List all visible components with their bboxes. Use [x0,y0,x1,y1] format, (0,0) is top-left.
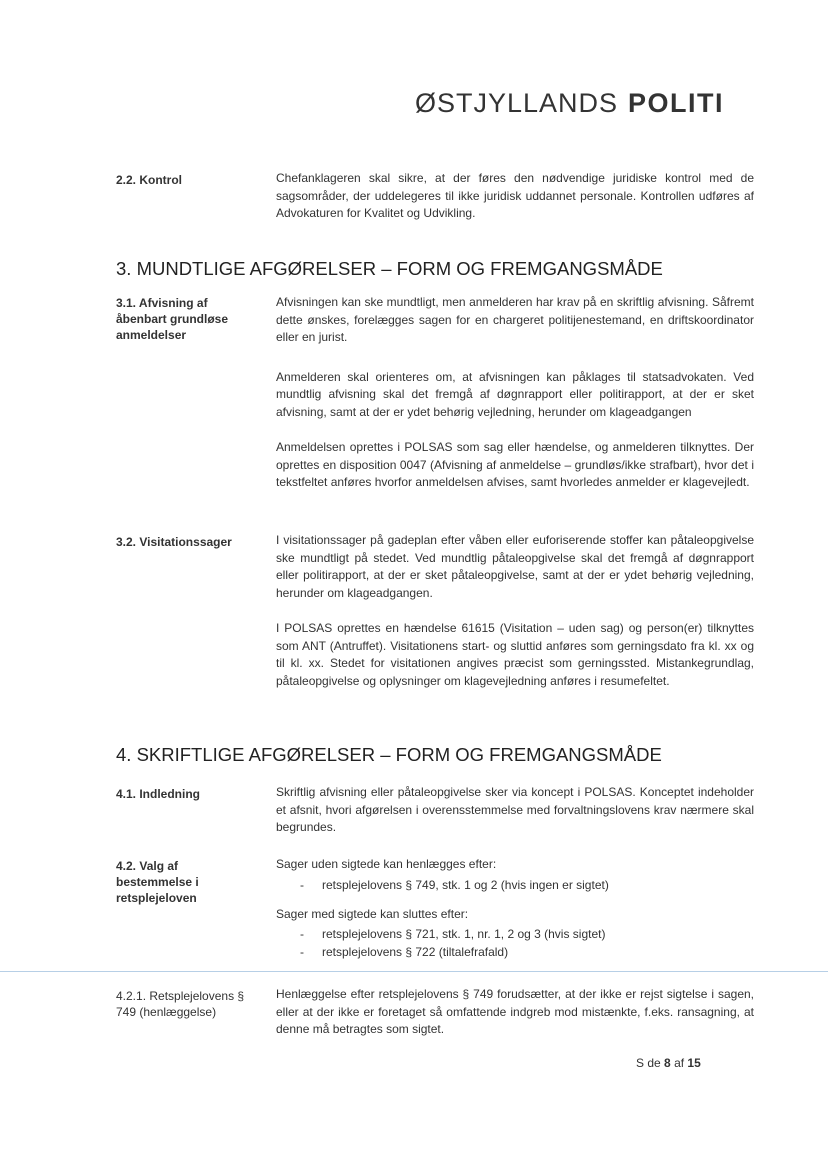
section-content [276,532,754,704]
page-prefix: S de [636,1056,661,1070]
paragraph: Henlæggelse efter retsplejelovens § 749 forudsætter, at der ikke er rejst sigtelse i sagen, eller at der ikke er foretaget så omfattende indgreb mod mistænkte, f.eks. ransagning, at denne må betragtes som sigtet. [276,987,754,1036]
section-label: 4.2.1. Retsplejelovens § 749 (henlæggelse) [116,989,245,1019]
page-total: 15 [687,1056,701,1070]
paragraph: Afvisningen kan ske mundtligt, men anmelderen har krav på en skriftlig afvisning. Såfremt dette ønskes, forelægges sagen for en chargeret politijenestemand, en driftskoordinator eller en jurist. [276,295,754,344]
paragraph: Anmeldelsen oprettes i POLSAS som sag eller hændelse, og anmelderen tilknyttes. Der oprettes en disposition 0047 (Afvisning af anmeldelse – grundløs/ikke strafbart), hvor det i tekstfeltet anføres hvorfor anmeldelsen afvises, samt hvorledes anmelder er klagevejledt. [276,440,754,489]
section-content [276,784,754,851]
heading-section-4: 4. SKRIFTLIGE AFGØRELSER – FORM OG FREMGANGSMÅDE [116,744,662,765]
divider [0,971,828,972]
logo-text-politi: POLITI [628,88,724,118]
provision-list [276,876,754,894]
paragraph: Skriftlig afvisning eller påtaleopgivelse sker via koncept i POLSAS. Konceptet indeholder et afsnit, hvori afgørelsen i overensstemmelse med forvaltningslovens krav nærmere skal begrundes. [276,785,754,834]
paragraph: I POLSAS oprettes en hændelse 61615 (Visitation – uden sag) og person(er) tilknyttes som ANT (Antruffet). Visitationens start- og sluttid anføres som gerningsdato fra kl. xx og til kl. xx. Stedet for visitationen angives præcist som gerningssted. Mistankegrundlag, påtaleopgivelse og oplysninger om klagevejledning anføres i resumefeltet. [276,621,754,688]
logo-text-region: ØSTJYLLANDS [414,88,618,118]
section-content [276,856,754,973]
section-content [276,170,754,237]
section-label: 3.1. Afvisning af åbenbart grundløse anmeldelser [116,296,229,342]
paragraph: Anmelderen skal orienteres om, at afvisningen kan påklages til statsadvokaten. Ved mundtlig afvisning skal det fremgå af døgnrapport eller politirapport, at der er sket afvisning, samt at der er ydet behørig vejledning, herunder om klageadgangen [276,369,754,419]
police-logo [415,88,724,119]
section-label: 3.2. Visitationssager [116,535,232,549]
page-separator: af [674,1056,685,1070]
list-item: - retsplejelovens § 749, stk. 1 og 2 (hvis ingen er sigtet) [276,876,754,894]
paragraph: I visitationssager på gadeplan efter våben eller euforiserende stoffer kan påtaleopgivelse ske mundtligt på stedet. Ved mundtlig påtaleopgivelse skal det fremgå af døgnrapport eller politirapport, at der er sket påtaleopgivelse, samt at der er ydet behørig vejledning, herunder om klageadgangen. [276,533,754,600]
section-label: 2.2. Kontrol [116,173,183,187]
list-intro: Sager med sigtede kan sluttes efter: [276,906,469,921]
paragraph: Chefanklageren skal sikre, at der føres den nødvendige juridiske kontrol med de sagsområder, der uddelegeres til ikke juridisk uddannet personale. Kontrollen udføres af Advokaturen for Kvalitet og Udvikling. [276,171,754,220]
section-label: 4.1. Indledning [116,787,201,801]
list-intro: Sager uden sigtede kan henlægges efter: [276,857,497,871]
section-content [276,294,754,506]
list-item: - retsplejelovens § 722 (tiltalefrafald) [276,943,754,961]
section-label: 4.2. Valg af bestemmelse i retsplejeloven [116,859,199,905]
heading-section-3: 3. MUNDTLIGE AFGØRELSER – FORM OG FREMGANGSMÅDE [116,258,663,279]
provision-list [276,925,754,961]
section-content [276,986,754,1053]
page-number [636,1056,701,1070]
page-current: 8 [664,1056,671,1070]
list-item: - retsplejelovens § 721, stk. 1, nr. 1, 2 og 3 (hvis sigtet) [276,925,754,943]
